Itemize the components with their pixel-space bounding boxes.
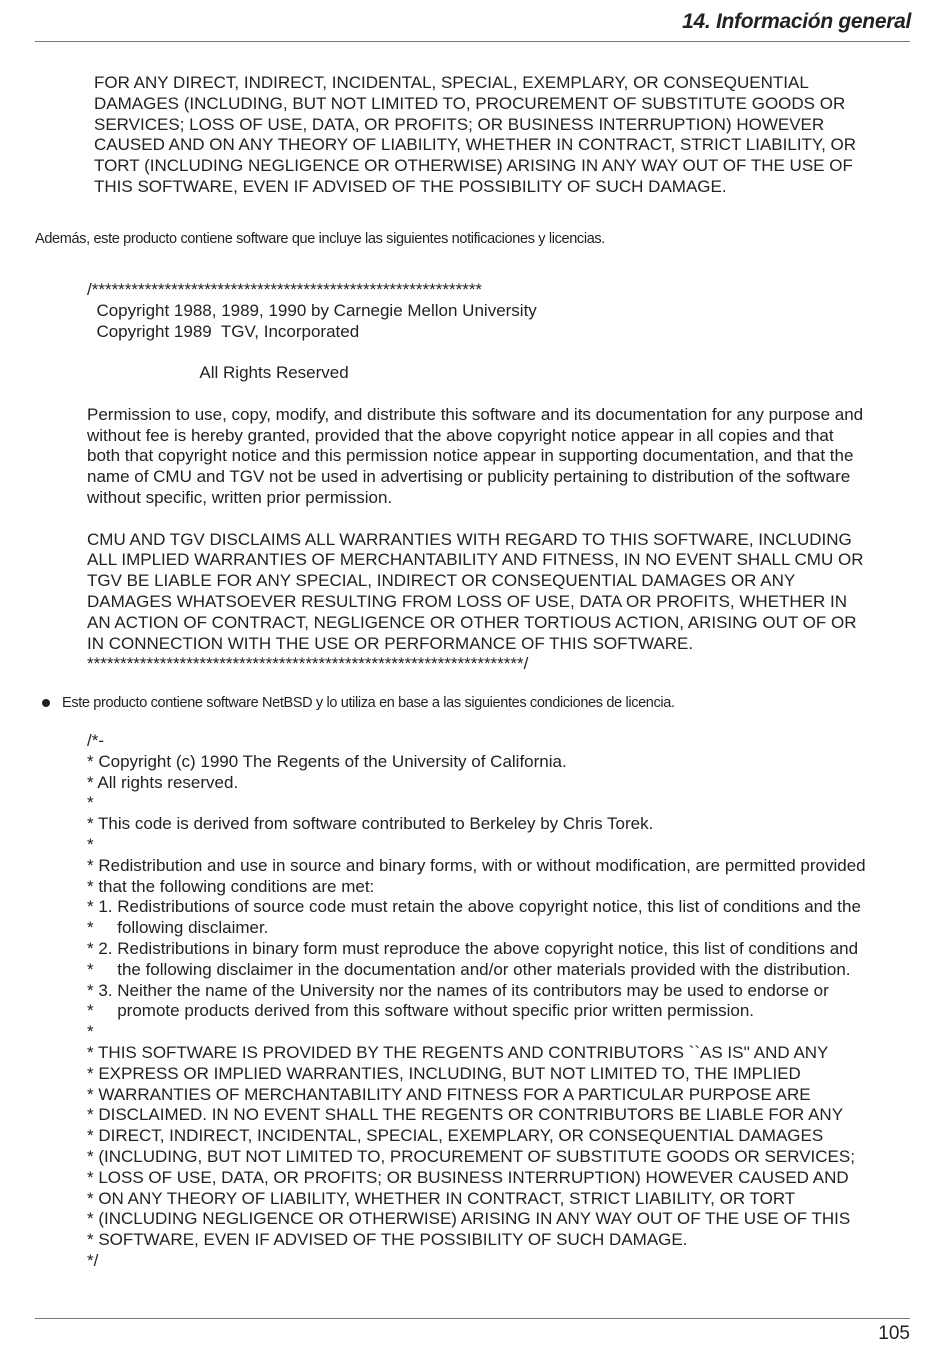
chapter-title: 14. Información general <box>682 10 911 33</box>
disclaimer-text: FOR ANY DIRECT, INDIRECT, INCIDENTAL, SPECIAL, EXEMPLARY, OR CONSEQUENTIAL DAMAGES (INCLUDING, BUT NOT LIMITED TO, PROCUREMENT OF SUBSTITUTE GOODS OR SERVICES; LOSS OF USE, DATA, OR PROFITS; OR BUSINESS INTERRUPTION) HOWEVER CAUSED AND ON ANY THEORY OF LIABILITY, WHETHER IN CONTRACT, STRICT LIABILITY, OR TORT (INCLUDING NEGLIGENCE OR OTHERWISE) ARISING IN ANY WAY OUT OF THE USE OF THIS SOFTWARE, EVEN IF ADVISED OF THE POSSIBILITY OF SUCH DAMAGE. <box>94 73 857 196</box>
footer-divider <box>35 1318 910 1319</box>
page-number: 105 <box>878 1323 910 1344</box>
cmu-license-text: /*********************************************************** Copyright 1988, 1989, 1990 by Carnegie Mellon University Copyright 1989 TGV, Incorporated All Rights Reserved Permission to use, copy, modify, and distribute this software and its documentation for any purpose and without fee is hereby granted, provided that the above copyright notice appear in all copies and that both that copyright notice and this permission notice appear in supporting documentation, and that the name of CMU and TGV not be used in advertising or publicity pertaining to distribution of the software without specific, written prior permission. CMU AND TGV DISCLAIMS ALL WARRANTIES WITH REGARD TO THIS SOFTWARE, INCLUDING ALL IMPLIED WARRANTIES OF MERCHANTABILITY AND FITNESS, IN NO EVENT SHALL CMU OR TGV BE LIABLE FOR ANY SPECIAL, INDIRECT OR CONSEQUENTIAL DAMAGES OR ANY DAMAGES WHATSOEVER RESULTING FROM LOSS OF USE, DATA OR PROFITS, WHETHER IN AN ACTION OF CONTRACT, NEGLIGENCE OR OTHER TORTIOUS ACTION, ARISING OUT OF OR IN CONNECTION WITH THE USE OR PERFORMANCE OF THIS SOFTWARE. ******************************************************************/ <box>87 280 864 674</box>
netbsd-license-note: Este producto contiene software NetBSD y lo utiliza en base a las siguientes condiciones de licencia. <box>62 695 675 711</box>
license-intro-note: Además, este producto contiene software que incluye las siguientes notificaciones y licencias. <box>35 231 605 247</box>
bullet-icon <box>42 699 50 707</box>
bsd-license-text: /*- * Copyright (c) 1990 The Regents of the University of California. * All rights reserved. * * This code is derived from software contributed to Berkeley by Chris Torek. * * Redistribution and use in source and binary forms, with or without modification, are permitted provided * that the following conditions are met: * 1. Redistributions of source code must retain the above copyright notice, this list of conditions and the * following disclaimer. * 2. Redistributions in binary form must reproduce the above copyright notice, this list of conditions and * the following disclaimer in the documentation and/or other materials provided with the distribution. * 3. Neither the name of the University nor the names of its contributors may be used to endorse or * promote products derived from this software without specific prior written permission. * * THIS SOFTWARE IS PROVIDED BY THE REGENTS AND CONTRIBUTORS ``AS IS'' AND ANY * EXPRESS OR IMPLIED WARRANTIES, INCLUDING, BUT NOT LIMITED TO, THE IMPLIED * WARRANTIES OF MERCHANTABILITY AND FITNESS FOR A PARTICULAR PURPOSE ARE * DISCLAIMED. IN NO EVENT SHALL THE REGENTS OR CONTRIBUTORS BE LIABLE FOR ANY * DIRECT, INDIRECT, INCIDENTAL, SPECIAL, EXEMPLARY, OR CONSEQUENTIAL DAMAGES * (INCLUDING, BUT NOT LIMITED TO, PROCUREMENT OF SUBSTITUTE GOODS OR SERVICES; * LOSS OF USE, DATA, OR PROFITS; OR BUSINESS INTERRUPTION) HOWEVER CAUSED AND * ON ANY THEORY OF LIABILITY, WHETHER IN CONTRACT, STRICT LIABILITY, OR TORT * (INCLUDING NEGLIGENCE OR OTHERWISE) ARISING IN ANY WAY OUT OF THE USE OF THIS * SOFTWARE, EVEN IF ADVISED OF THE POSSIBILITY OF SUCH DAMAGE. */ <box>87 731 866 1270</box>
header-divider <box>35 41 910 42</box>
